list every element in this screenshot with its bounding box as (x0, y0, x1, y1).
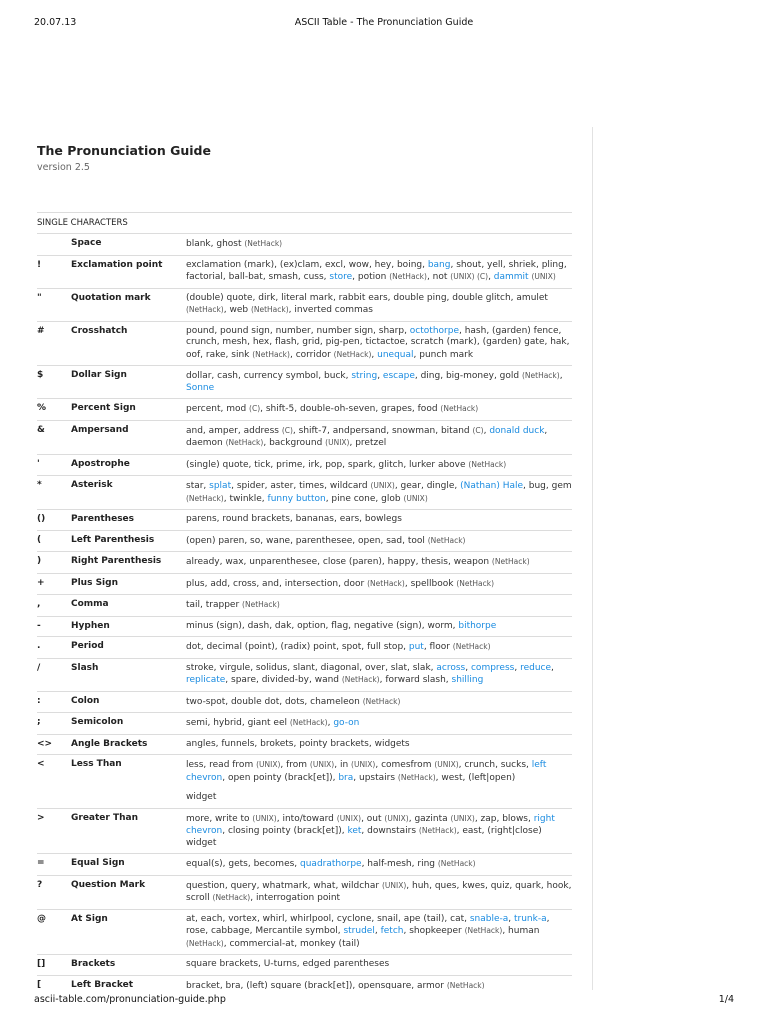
source-tag: (UNIX) (309, 760, 335, 769)
table-row (37, 909, 572, 955)
char-name: Question Mark (71, 875, 186, 909)
pronunciation-text: stroke, virgule, solidus, slant, diagonal, over, slat, slak, (186, 662, 437, 673)
char-pronunciations (186, 854, 572, 876)
table-row (37, 616, 572, 637)
char-pronunciations (186, 454, 572, 476)
term-link[interactable]: reduce (520, 662, 552, 673)
char-symbol: > (37, 808, 71, 854)
source-tag: (UNIX) (256, 760, 281, 769)
char-symbol: ! (37, 255, 71, 288)
pronunciation-text: angles, funnels, brokets, pointy brackets, widgets (186, 738, 410, 749)
source-tag: (NetHack) (468, 459, 507, 469)
char-name: Greater Than (71, 808, 186, 854)
source-tag: (NetHack) (289, 718, 328, 727)
pronunciation-text: , pine cone, glob (325, 493, 404, 504)
table-row (37, 366, 572, 399)
char-symbol: ( (37, 530, 71, 552)
pronunciation-text: , closing pointy (brack[et]), (222, 826, 348, 836)
char-pronunciations (186, 366, 572, 399)
char-name: Asterisk (71, 476, 186, 510)
source-tag: (UNIX) (336, 813, 362, 823)
char-name: Right Parenthesis (71, 552, 186, 574)
table-row (37, 658, 572, 691)
pronunciation-text: minus (sign), dash, dak, option, flag, negative (sign), worm, (186, 620, 459, 631)
char-name: At Sign (71, 909, 186, 955)
pronunciation-text: star, (186, 481, 210, 491)
table-row (37, 288, 572, 321)
char-name: Left Bracket (71, 975, 186, 989)
char-name: Comma (71, 595, 186, 617)
pronunciation-text: , comesfrom (375, 760, 435, 770)
char-pronunciations (186, 691, 572, 713)
source-tag: (NetHack) (446, 980, 485, 989)
char-symbol: / (37, 658, 71, 691)
table-row (37, 713, 572, 735)
term-link[interactable]: put (408, 642, 424, 652)
pronunciation-text: , (483, 425, 490, 436)
pronunciation-text: , out (361, 813, 385, 824)
char-name: Slash (71, 658, 186, 691)
pronunciation-text: , (514, 662, 521, 673)
pronunciation-text: , half-mesh, ring (361, 859, 438, 869)
char-name: Colon (71, 691, 186, 713)
char-symbol: @ (37, 909, 71, 955)
pronunciation-text: pound, pound sign, number, number sign, sharp, (186, 325, 410, 336)
pronunciation-text: , web (223, 305, 251, 315)
table-row (37, 734, 572, 755)
table-row (37, 691, 572, 713)
pronunciation-text: , spellbook (404, 578, 457, 589)
source-tag: (NetHack) (250, 305, 289, 314)
char-symbol: ) (37, 552, 71, 574)
source-tag: (UNIX) (403, 493, 428, 503)
pronunciation-text: plus, add, cross, and, intersection, door (186, 578, 368, 589)
char-name: Quotation mark (71, 288, 186, 321)
pronunciation-text: , downstairs (361, 826, 419, 836)
pronunciation-text: , spare, divided-by, wand (225, 675, 342, 685)
char-pronunciations (186, 658, 572, 691)
source-tag: (NetHack) (456, 578, 495, 588)
source-tag: (UNIX) (531, 272, 556, 281)
pronunciation-text: , pretzel (349, 438, 387, 448)
pronunciation-text: (open) paren, so, wane, parenthesee, open, sad, tool (186, 535, 428, 546)
term-link[interactable]: escape (382, 371, 415, 381)
char-name: Left Parenthesis (71, 530, 186, 552)
char-name: Brackets (71, 955, 186, 976)
char-symbol: # (37, 321, 71, 366)
char-pronunciations (186, 755, 572, 809)
pronunciation-text: (single) quote, tick, prime, irk, pop, spark, glitch, lurker above (186, 459, 469, 470)
pronunciation-text: , (488, 272, 494, 282)
source-tag: (NetHack) (440, 404, 479, 413)
table-row (37, 255, 572, 288)
source-tag: (UNIX) (370, 481, 395, 490)
term-link[interactable]: store (329, 272, 353, 282)
char-symbol: - (37, 616, 71, 637)
pronunciation-text: (double) quote, dirk, literal mark, rabbit ears, double ping, double glitch, amulet (186, 292, 548, 303)
pronunciation-text: , twinkle, (223, 493, 268, 504)
char-name: Dollar Sign (71, 366, 186, 399)
pronunciation-text: already, wax, unparenthesee, close (paren), happy, thesis, weapon (186, 557, 492, 567)
term-link[interactable]: (Nathan) Hale (460, 481, 524, 491)
pronunciation-text: , spider, aster, times, wildcard (231, 481, 371, 491)
pronunciation-text: , (371, 349, 378, 360)
table-row (37, 755, 572, 809)
char-symbol: . (37, 637, 71, 659)
term-link[interactable]: left chevron (186, 760, 547, 783)
pronunciation-text: , gazinta (408, 813, 451, 824)
char-pronunciations (186, 955, 572, 976)
source-tag: (C) (281, 425, 293, 435)
table-row (37, 854, 572, 876)
char-pronunciations (186, 595, 572, 617)
source-tag: (NetHack) (464, 926, 503, 935)
char-symbol: , (37, 595, 71, 617)
char-name: Plus Sign (71, 573, 186, 595)
pronunciation-text: , forward slash, (379, 675, 452, 685)
table-row (37, 510, 572, 531)
char-pronunciations (186, 552, 572, 574)
source-tag: (NetHack) (362, 696, 401, 706)
pronunciation-text: , (374, 926, 381, 936)
char-pronunciations (186, 808, 572, 854)
char-pronunciations (186, 616, 572, 637)
pronunciation-text: two-spot, double dot, dots, chameleon (186, 696, 363, 707)
table-row (37, 808, 572, 854)
pronunciation-text: , not (426, 272, 451, 282)
char-pronunciations (186, 530, 572, 552)
char-name: Angle Brackets (71, 734, 186, 755)
pronunciation-text: , hash, (garden) fence, crunch, mesh, hex, flash, grid, pig-pen, tictactoe, scratch (mark), (garden) gate, hak, oof, rake, sink (186, 325, 570, 360)
pronunciation-text: , punch mark (413, 349, 474, 360)
page-title: The Pronunciation Guide (37, 143, 211, 158)
char-name: Ampersand (71, 420, 186, 454)
pronunciation-text: , potion (352, 272, 390, 282)
pronunciation-text: , interrogation point (250, 893, 341, 903)
pronunciation-text: , crunch, sucks, (458, 760, 532, 770)
pronunciation-text: , shout, yell, shriek, pling, factorial, ball-bat, smash, cuss, (186, 259, 567, 282)
source-tag: (NetHack) (341, 675, 380, 684)
char-symbol: + (37, 573, 71, 595)
pronunciation-text: , huh, ques, kwes, quiz, quark, hook, scroll (186, 880, 572, 903)
pronunciation-text: , west, (left|open) (435, 772, 516, 783)
source-tag: (C) (472, 425, 484, 435)
page-url: ascii-table.com/pronunciation-guide.php (34, 994, 226, 1005)
term-link[interactable]: octothorpe (409, 325, 459, 336)
char-pronunciations (186, 476, 572, 510)
term-link[interactable]: bang (427, 259, 451, 270)
char-name: Crosshatch (71, 321, 186, 366)
term-link[interactable]: donald duck (489, 425, 545, 436)
char-pronunciations (186, 255, 572, 288)
char-symbol: = (37, 854, 71, 876)
term-link[interactable]: trunk-a (514, 913, 547, 924)
char-name: Parentheses (71, 510, 186, 531)
pronunciation-text: , rose, cabbage, Mercantile symbol, (186, 913, 550, 936)
table-row (37, 637, 572, 659)
term-link[interactable]: unequal (377, 349, 414, 360)
term-link[interactable]: snable-a (469, 913, 509, 924)
char-name: Percent Sign (71, 399, 186, 421)
version-label: version 2.5 (37, 162, 90, 173)
char-name: Apostrophe (71, 454, 186, 476)
source-tag: (NetHack) (242, 600, 280, 609)
pronunciation-text: and, amper, address (186, 425, 282, 436)
char-symbol: < (37, 755, 71, 809)
pronunciation-text: exclamation (mark), (ex)clam, excl, wow, hey, boing, (186, 259, 428, 270)
table-row (37, 476, 572, 510)
term-link[interactable]: splat (209, 481, 232, 491)
char-symbol: () (37, 510, 71, 531)
print-page-title: ASCII Table - The Pronunciation Guide (294, 17, 474, 28)
main-content (37, 142, 572, 989)
char-pronunciations (186, 573, 572, 595)
char-pronunciations (186, 288, 572, 321)
term-link[interactable]: across (436, 662, 466, 673)
char-symbol: " (37, 288, 71, 321)
section-heading: SINGLE CHARACTERS (37, 218, 128, 228)
source-tag: (C) (249, 404, 261, 413)
term-link[interactable]: replicate (186, 675, 226, 685)
pronunciation-text: , shift-7, andpersand, snowman, bitand (292, 425, 473, 436)
table-row (37, 234, 572, 256)
source-tag: (NetHack) (427, 535, 466, 545)
source-tag: (NetHack) (367, 578, 405, 588)
pronunciation-text: , (327, 718, 334, 728)
char-name: Semicolon (71, 713, 186, 735)
char-pronunciations (186, 734, 572, 755)
pronunciation-text: , (465, 662, 471, 673)
table-row (37, 530, 572, 552)
pronunciation-text: , east, (right|close) widget (186, 826, 542, 848)
pronunciation-text: blank, ghost (186, 239, 245, 249)
source-tag: (NetHack) (252, 349, 290, 359)
char-name: Hyphen (71, 616, 186, 637)
char-symbol: ? (37, 875, 71, 909)
source-tag: (NetHack) (212, 893, 251, 902)
pronunciation-text: , zap, blows, (474, 813, 534, 824)
char-symbol: $ (37, 366, 71, 399)
char-symbol: * (37, 476, 71, 510)
source-tag: (NetHack) (521, 371, 560, 380)
column-divider (592, 127, 593, 990)
source-tag: (UNIX) (384, 813, 409, 823)
pronunciation-text: , commercial-at, monkey (tail) (223, 938, 360, 949)
pronunciation-text: , upstairs (353, 772, 398, 783)
term-link[interactable]: quadrathorpe (300, 859, 362, 869)
char-pronunciations (186, 909, 572, 955)
char-name: Period (71, 637, 186, 659)
char-pronunciations (186, 713, 572, 735)
pronunciation-text: square brackets, U-turns, edged parentheses (186, 959, 390, 969)
char-pronunciations (186, 875, 572, 909)
source-tag: (NetHack) (225, 438, 264, 447)
pronunciation-text: , corridor (289, 349, 334, 360)
pronunciation-text: , shift-5, double-oh-seven, grapes, food (260, 404, 441, 414)
term-link[interactable]: shilling (451, 675, 484, 685)
term-link[interactable]: compress (470, 662, 515, 673)
page-number: 1/4 (718, 994, 734, 1005)
pronunciation-text: , human (502, 926, 540, 936)
char-pronunciations (186, 321, 572, 366)
pronunciation-text: tail, trapper (186, 600, 243, 610)
pronunciation-text: , shopkeeper (403, 926, 465, 936)
term-link[interactable]: right chevron (186, 813, 555, 836)
pronunciation-text: , gear, dingle, (394, 481, 461, 491)
char-name: Less Than (71, 755, 186, 809)
char-symbol: [ (37, 975, 71, 989)
table-row (37, 955, 572, 976)
source-tag: (NetHack) (491, 557, 530, 566)
pronunciation-text: bracket, bra, (left) square (brack[et]), opensquare, armor (186, 980, 447, 989)
pronunciation-text: , (551, 662, 554, 673)
source-tag: (NetHack) (186, 305, 224, 314)
pronunciation-text: more, write to (186, 813, 253, 824)
pronunciation-text: semi, hybrid, giant eel (186, 718, 290, 728)
print-footer (34, 994, 734, 1008)
char-symbol: % (37, 399, 71, 421)
char-pronunciations (186, 399, 572, 421)
char-symbol: ' (37, 454, 71, 476)
pronunciation-text: , (508, 913, 514, 924)
pronunciation-text: , floor (423, 642, 453, 652)
pronunciation-text: equal(s), gets, becomes, (186, 859, 301, 869)
term-link[interactable]: funny button (267, 493, 326, 504)
table-row (37, 573, 572, 595)
table-row (37, 595, 572, 617)
term-link[interactable]: Sonne (186, 382, 215, 393)
source-tag: (UNIX) (325, 438, 350, 447)
pronunciation-text: , inverted commas (288, 305, 373, 315)
char-pronunciations (186, 975, 572, 989)
table-row (37, 399, 572, 421)
pronunciation-text: dollar, cash, currency symbol, buck, (186, 371, 352, 381)
source-tag: (NetHack) (418, 826, 457, 835)
source-tag: (NetHack) (186, 938, 224, 948)
pronunciation-text: , open pointy (brack[et]), (222, 772, 339, 783)
char-pronunciations (186, 510, 572, 531)
term-link[interactable]: fetch (380, 926, 404, 936)
term-link[interactable]: strudel (343, 926, 375, 936)
term-link[interactable]: bra (338, 772, 354, 783)
char-symbol: [] (37, 955, 71, 976)
char-symbol: <> (37, 734, 71, 755)
char-pronunciations (186, 637, 572, 659)
table-row (37, 420, 572, 454)
source-tag: (UNIX) (434, 760, 459, 769)
char-pronunciations (186, 420, 572, 454)
pronunciation-text: , daemon (186, 425, 548, 448)
source-tag: (NetHack) (437, 859, 476, 868)
source-tag: (UNIX) (252, 813, 277, 823)
char-pronunciations (186, 234, 572, 256)
pronunciation-text: , ding, big-money, gold (414, 371, 522, 381)
pronunciation-text: , in (334, 760, 352, 770)
table-row (37, 321, 572, 366)
char-name: Exclamation point (71, 255, 186, 288)
pronunciation-text: , from (280, 760, 310, 770)
pronunciation-text: , bug, gem (523, 481, 572, 491)
pronunciation-text: parens, round brackets, bananas, ears, bowlegs (186, 514, 402, 524)
char-symbol: ; (37, 713, 71, 735)
source-tag: (NetHack) (186, 493, 224, 503)
print-date: 20.07.13 (34, 17, 77, 28)
char-name: Space (71, 234, 186, 256)
char-name: Equal Sign (71, 854, 186, 876)
source-tag: (UNIX) (351, 760, 376, 769)
source-tag: (UNIX) (C) (450, 272, 489, 281)
pronunciation-text: dot, decimal (point), (radix) point, spot, full stop, (186, 642, 409, 652)
pronunciation-text: percent, mod (186, 404, 250, 414)
pronunciation-text: , (377, 371, 383, 381)
table-row (37, 454, 572, 476)
term-link[interactable]: bithorpe (458, 620, 497, 631)
pronunciation-text: at, each, vortex, whirl, whirlpool, cyclone, snail, ape (tail), cat, (186, 913, 470, 924)
term-link[interactable]: dammit (493, 272, 529, 282)
pronunciation-text: less, read from (186, 760, 257, 770)
source-tag: (NetHack) (397, 772, 436, 782)
table-row (37, 552, 572, 574)
char-symbol: : (37, 691, 71, 713)
char-symbol: & (37, 420, 71, 454)
table-body (37, 234, 572, 990)
pronunciation-text: , (559, 371, 563, 381)
pronunciation-text: , background (263, 438, 326, 448)
pronunciation-text: question, query, whatmark, what, wildchar (186, 880, 382, 891)
term-link[interactable]: ket (347, 826, 362, 836)
continuation-text: widget (186, 792, 217, 802)
source-tag: (UNIX) (450, 813, 475, 823)
term-link[interactable]: go-on (333, 718, 360, 728)
source-tag: (NetHack) (333, 349, 372, 359)
char-symbol (37, 234, 71, 256)
source-tag: (NetHack) (389, 272, 427, 281)
source-tag: (NetHack) (244, 239, 283, 248)
source-tag: (NetHack) (452, 642, 491, 651)
term-link[interactable]: string (351, 371, 378, 381)
print-header (34, 17, 734, 31)
table-row (37, 875, 572, 909)
pronunciation-text: , into/toward (276, 813, 337, 824)
table-row (37, 975, 572, 989)
source-tag: (UNIX) (381, 880, 407, 890)
pronunciation-table (37, 233, 572, 989)
